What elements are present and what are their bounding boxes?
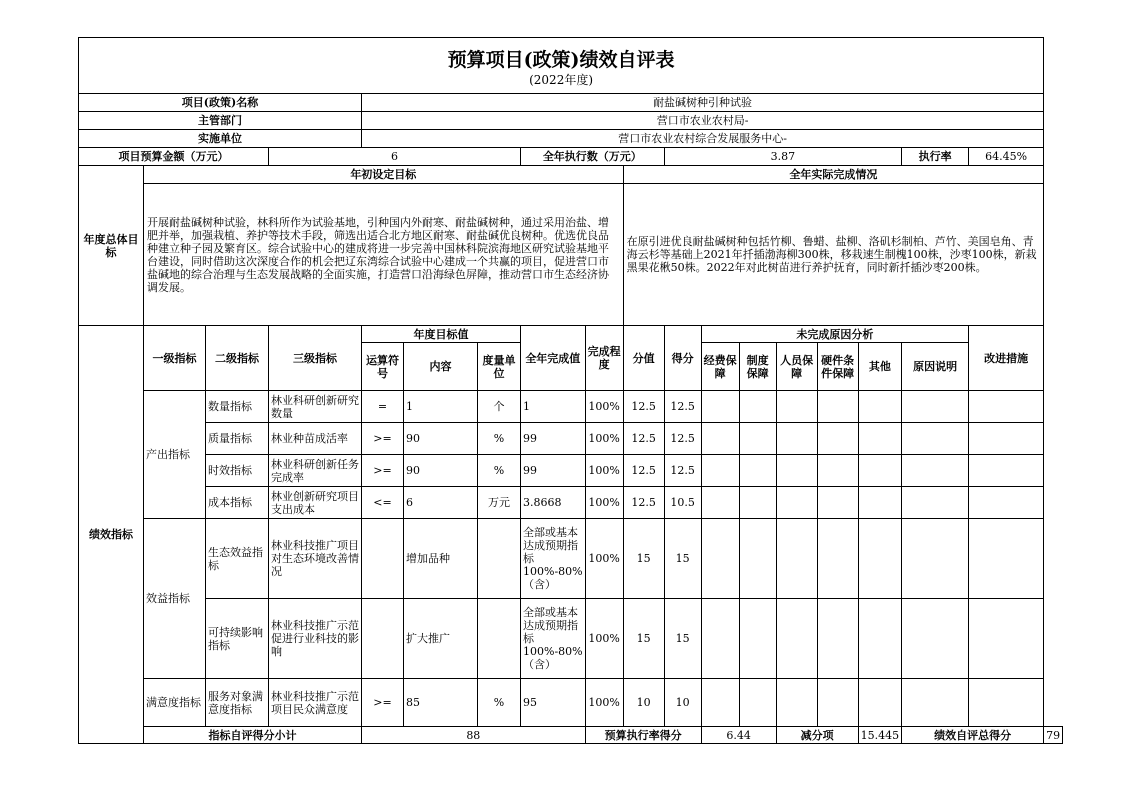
level2-cell: 数量指标: [206, 391, 269, 423]
page-subtitle: (2022年度): [529, 72, 594, 87]
page-title: 预算项目(政策)绩效自评表: [447, 48, 675, 71]
level2-cell: 成本指标: [206, 487, 269, 519]
hdr-score-value: 分值: [623, 326, 664, 391]
total-label: 绩效自评总得分: [902, 727, 1044, 744]
rate-label: 执行率: [902, 148, 969, 166]
content-cell: 增加品种: [404, 519, 478, 599]
subtotal-label: 指标自评得分小计: [144, 727, 362, 744]
unit-cell: %: [478, 679, 521, 727]
project-name-value: 耐盐碱树种引种试验: [362, 94, 1044, 112]
actual-result-text: 在原引进优良耐盐碱树种包括竹柳、鲁蜡、盐柳、洛矶杉制柏、芦竹、美国皂角、青海云杉等基础上2021年扦插渤海柳300株，移栽速生制槐100株，沙枣100株，新栽黑果花楸50株。2022年对此树苗进行养护抚育，同时新扦插沙枣200株。: [623, 184, 1044, 326]
unit-cell: 万元: [478, 487, 521, 519]
hdr-degree: 完成程度: [585, 326, 623, 391]
degree-cell: 100%: [585, 599, 623, 679]
degree-cell: 100%: [585, 679, 623, 727]
actual-cell: 全部或基本达成预期指标100%-80%（含）: [521, 519, 586, 599]
score-cell: 12.5: [664, 391, 701, 423]
actual-result-header: 全年实际完成情况: [623, 166, 1044, 184]
score-cell: 10.5: [664, 487, 701, 519]
level3-cell: 林业种苗成活率: [269, 423, 362, 455]
level2-cell: 可持续影响指标: [206, 599, 269, 679]
initial-goal-header: 年初设定目标: [144, 166, 624, 184]
unit-value: 营口市农业农村综合发展服务中心-: [362, 130, 1044, 148]
table-row: [79, 679, 1063, 727]
hdr-reason-desc: 原因说明: [902, 343, 969, 391]
actual-cell: 99: [521, 455, 586, 487]
unit-cell: [478, 519, 521, 599]
hdr-op: 运算符号: [362, 343, 404, 391]
unit-cell: %: [478, 423, 521, 455]
level3-cell: 林业科研创新任务完成率: [269, 455, 362, 487]
content-cell: 85: [404, 679, 478, 727]
op-cell: [362, 519, 404, 599]
unit-cell: %: [478, 455, 521, 487]
unit-label: 实施单位: [79, 130, 362, 148]
value-cell: 12.5: [623, 391, 664, 423]
actual-cell: 99: [521, 423, 586, 455]
subtotal-value: 88: [362, 727, 586, 744]
hdr-reason-group: 未完成原因分析: [701, 326, 969, 343]
hdr-level3: 三级指标: [269, 326, 362, 391]
exec-label: 全年执行数（万元）: [521, 148, 665, 166]
actual-cell: 全部或基本达成预期指标100%-80%（含）: [521, 599, 586, 679]
project-name-label: 项目(政策)名称: [79, 94, 362, 112]
value-cell: 12.5: [623, 423, 664, 455]
op-cell: [362, 599, 404, 679]
hdr-content: 内容: [404, 343, 478, 391]
content-cell: 1: [404, 391, 478, 423]
level1-cell: 满意度指标: [144, 679, 206, 727]
actual-cell: 3.8668: [521, 487, 586, 519]
value-cell: 12.5: [623, 455, 664, 487]
deduct-value: 15.445: [858, 727, 902, 744]
hdr-reason-fund: 经费保障: [701, 343, 739, 391]
budget-value: 6: [269, 148, 521, 166]
hdr-target-group: 年度目标值: [362, 326, 521, 343]
actual-cell: 1: [521, 391, 586, 423]
content-cell: 6: [404, 487, 478, 519]
hdr-actual: 全年完成值: [521, 326, 586, 391]
op-cell: <=: [362, 487, 404, 519]
op-cell: >=: [362, 455, 404, 487]
rate-value: 64.45%: [969, 148, 1044, 166]
exec-value: 3.87: [664, 148, 902, 166]
hdr-reason-system: 制度保障: [739, 343, 776, 391]
total-value: 79: [1044, 727, 1063, 744]
score-cell: 12.5: [664, 423, 701, 455]
exec-score-label: 预算执行率得分: [585, 727, 701, 744]
dept-value: 营口市农业农村局-: [362, 112, 1044, 130]
exec-score-value: 6.44: [701, 727, 776, 744]
op-cell: =: [362, 391, 404, 423]
score-cell: 15: [664, 519, 701, 599]
table-row: [79, 455, 1063, 487]
title-cell: [79, 38, 1044, 94]
hdr-unit: 度量单位: [478, 343, 521, 391]
goals-section-label: 年度总体目标: [79, 166, 144, 326]
degree-cell: 100%: [585, 391, 623, 423]
level2-cell: 服务对象满意度指标: [206, 679, 269, 727]
initial-goal-text: 开展耐盐碱树种试验，林科所作为试验基地，引种国内外耐寒、耐盐碱树种，通过采用治盐、增肥并举，加强栽植、养护等技术手段，筛选出适合北方地区耐寒、耐盐碱优良树种。优选优良品种建立种子园及繁育区。综合试验中心的建成将进一步完善中国林科院滨海地区研究试验基地平台建设，同时借助这次深度合作的机会把辽东湾综合试验中心建成一个共赢的项目，促进营口市盐碱地的综合治理与生态发展战略的全面实施，打造营口沿海绿色屏障，推动营口市生态经济协调发展。: [144, 184, 624, 326]
hdr-score: 得分: [664, 326, 701, 391]
level3-cell: 林业科技推广项目对生态环境改善情况: [269, 519, 362, 599]
op-cell: >=: [362, 679, 404, 727]
content-cell: 90: [404, 455, 478, 487]
hdr-reason-staff: 人员保障: [776, 343, 817, 391]
degree-cell: 100%: [585, 455, 623, 487]
degree-cell: 100%: [585, 519, 623, 599]
score-cell: 10: [664, 679, 701, 727]
score-cell: 12.5: [664, 455, 701, 487]
actual-cell: 95: [521, 679, 586, 727]
unit-cell: 个: [478, 391, 521, 423]
hdr-improve: 改进措施: [969, 326, 1044, 391]
table-row: [79, 599, 1063, 679]
content-cell: 90: [404, 423, 478, 455]
level3-cell: 林业科研创新研究数量: [269, 391, 362, 423]
level3-cell: 林业科技推广示范促进行业科技的影响: [269, 599, 362, 679]
hdr-reason-hardware: 硬件条件保障: [817, 343, 858, 391]
table-row: [79, 487, 1063, 519]
level2-cell: 质量指标: [206, 423, 269, 455]
level2-cell: 生态效益指标: [206, 519, 269, 599]
level2-cell: 时效指标: [206, 455, 269, 487]
table-row: [79, 519, 1063, 599]
level3-cell: 林业创新研究项目支出成本: [269, 487, 362, 519]
value-cell: 15: [623, 519, 664, 599]
op-cell: >=: [362, 423, 404, 455]
perf-section-label: 绩效指标: [79, 326, 144, 744]
value-cell: 12.5: [623, 487, 664, 519]
value-cell: 10: [623, 679, 664, 727]
performance-evaluation-table: [78, 37, 1063, 744]
unit-cell: [478, 599, 521, 679]
hdr-reason-other: 其他: [858, 343, 902, 391]
hdr-level1: 一级指标: [144, 326, 206, 391]
degree-cell: 100%: [585, 487, 623, 519]
level3-cell: 林业科技推广示范项目民众满意度: [269, 679, 362, 727]
level1-cell: 产出指标: [144, 391, 206, 519]
degree-cell: 100%: [585, 423, 623, 455]
table-row: [79, 391, 1063, 423]
score-cell: 15: [664, 599, 701, 679]
table-row: [79, 423, 1063, 455]
value-cell: 15: [623, 599, 664, 679]
level1-cell: 效益指标: [144, 519, 206, 679]
content-cell: 扩大推广: [404, 599, 478, 679]
dept-label: 主管部门: [79, 112, 362, 130]
budget-label: 项目预算金额（万元）: [79, 148, 269, 166]
hdr-level2: 二级指标: [206, 326, 269, 391]
deduct-label: 减分项: [776, 727, 858, 744]
